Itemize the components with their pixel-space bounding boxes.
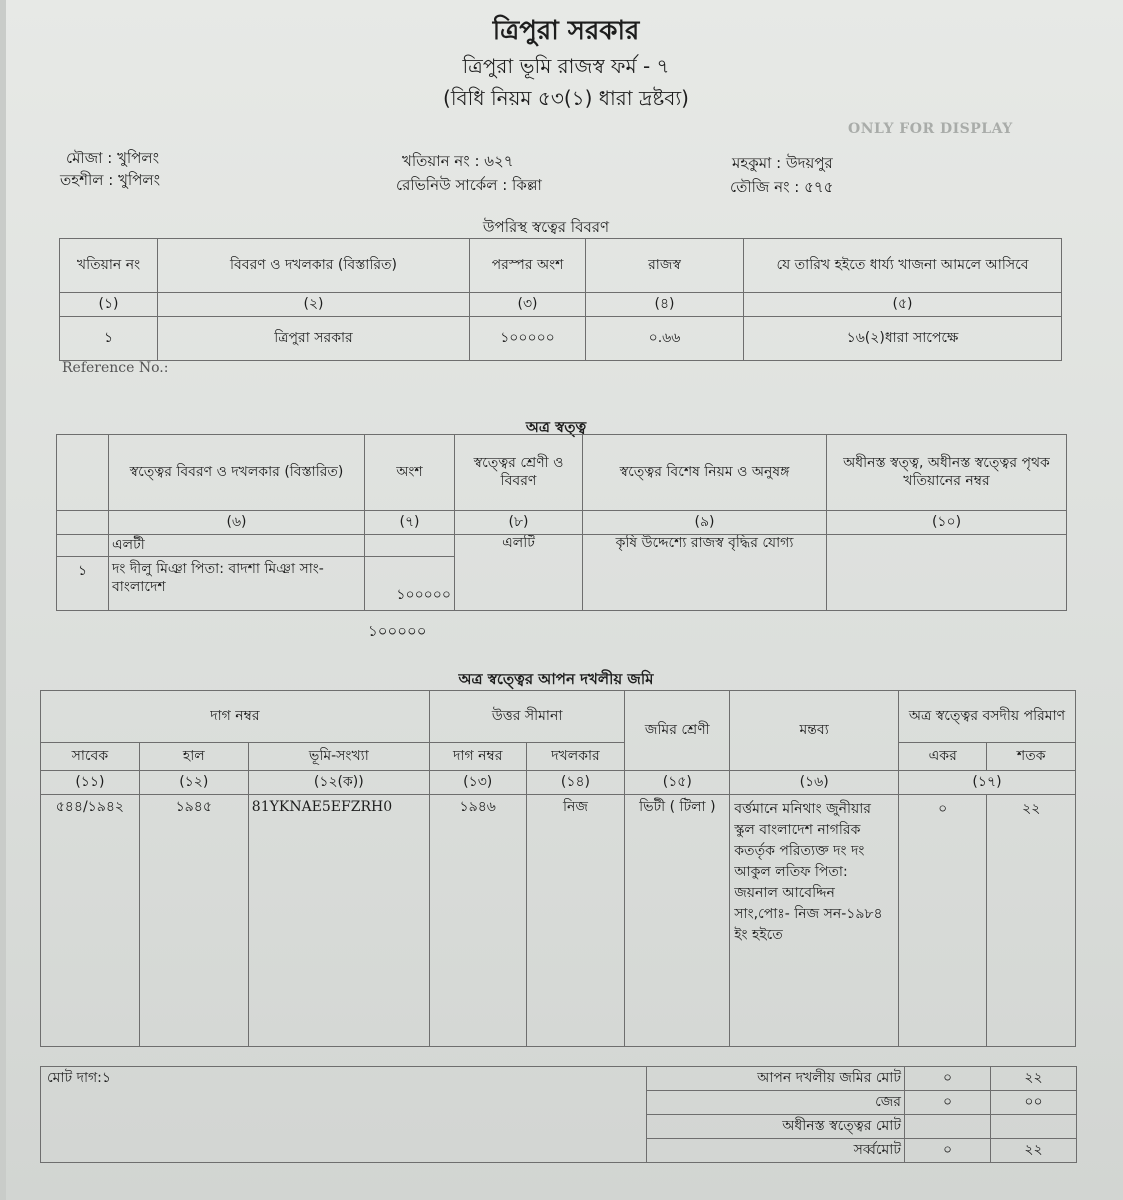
- revenue-circle: রেভিনিউ সার্কেল : কিল্লা: [396, 176, 542, 194]
- land-header-class: জমির শ্রেণী: [625, 691, 730, 771]
- total-acre: ০: [905, 1091, 991, 1115]
- total-dag: মোট দাগ:১: [41, 1067, 647, 1163]
- subordinate-colnum: (৬): [109, 511, 365, 535]
- land-colnum: (১২(ক)): [248, 771, 429, 795]
- subordinate-colnum: (৮): [455, 511, 583, 535]
- total-label: জের: [647, 1091, 905, 1115]
- subordinate-share-total: ১০০০০০: [368, 622, 427, 640]
- khatian-number: খতিয়ান নং : ৬২৭: [402, 152, 514, 170]
- superior-section-title: উপরিস্থ স্বত্বের বিবরণ: [482, 218, 610, 236]
- land-shatak-value: ২২: [987, 795, 1076, 1047]
- total-acre: [905, 1115, 991, 1139]
- land-section-title: অত্র স্বত্ত্বের আপন দখলীয় জমি: [458, 670, 654, 688]
- superior-header-revenue: রাজস্ব: [586, 239, 744, 293]
- subordinate-category-label: এলটী: [109, 535, 365, 557]
- superior-header-khatian: খতিয়ান নং: [60, 239, 158, 293]
- subordinate-special-rule-value: কৃষি উদ্দেশ্যে রাজস্ব বৃদ্ধির যোগ্য: [583, 535, 827, 611]
- land-header-north: উত্তর সীমানা: [429, 691, 624, 743]
- superior-holder-value: ত্রিপুরা সরকার: [158, 317, 470, 361]
- subordinate-header-class: স্বত্ত্বের শ্রেণী ও বিবরণ: [455, 435, 583, 511]
- totals-table: [40, 1066, 1077, 1163]
- superior-colnum: (২): [158, 293, 470, 317]
- land-subheader-current: হাল: [139, 743, 248, 771]
- superior-colnum: (৫): [744, 293, 1062, 317]
- land-subheader-north-dag: দাগ নম্বর: [429, 743, 526, 771]
- superior-share-value: ১০০০০০: [470, 317, 586, 361]
- subordinate-rights-table: [56, 434, 1067, 611]
- superior-revenue-value: ০.৬৬: [586, 317, 744, 361]
- subordinate-serial: ১: [57, 557, 109, 611]
- total-acre: ০: [905, 1139, 991, 1163]
- form-name: ত্রিপুরা ভূমি রাজস্ব ফর্ম - ৭: [462, 54, 670, 78]
- land-north-holder: নিজ: [526, 795, 625, 1047]
- subordinate-section-title: অত্র স্বত্ত্ব: [525, 418, 587, 436]
- total-label: আপন দখলীয় জমির মোট: [647, 1067, 905, 1091]
- subordinate-holder: দং দীলু মিঞ্রা পিতা: বাদশা মিঞ্রা সাং- বাংলাদেশ: [109, 557, 365, 611]
- total-shatak: ০০: [991, 1091, 1077, 1115]
- reference-number: Reference No.:: [62, 360, 169, 376]
- tehsil: তহশীল : খুপিলং: [60, 171, 161, 189]
- land-colnum: (১৭): [898, 771, 1075, 795]
- display-watermark: ONLY FOR DISPLAY: [848, 121, 1013, 137]
- land-class-value: ভিটী ( টিলা ): [625, 795, 730, 1047]
- total-acre: ০: [905, 1067, 991, 1091]
- subordinate-header-description: স্বত্ত্বের বিবরণ ও দখলকার (বিস্তারিত): [109, 435, 365, 511]
- subordinate-colnum: (১০): [827, 511, 1067, 535]
- land-table: [40, 690, 1076, 1047]
- superior-rights-table: [59, 238, 1062, 361]
- subordinate-colnum: (৭): [365, 511, 455, 535]
- land-colnum: (১৪): [526, 771, 625, 795]
- superior-colnum: (৪): [586, 293, 744, 317]
- superior-header-description: বিবরণ ও দখলকার (বিস্তারিত): [158, 239, 470, 293]
- touzi-number: তৌজি নং : ৫৭৫: [730, 178, 834, 196]
- subordinate-class-value: এলটি: [455, 535, 583, 611]
- document-page: [6, 0, 1123, 1200]
- land-colnum: (১৬): [730, 771, 899, 795]
- land-colnum: (১৫): [625, 771, 730, 795]
- land-colnum: (১১): [41, 771, 140, 795]
- land-subheader-shatak: শতক: [987, 743, 1076, 771]
- land-subheader-north-holder: দখলকার: [526, 743, 625, 771]
- land-acre-value: ০: [898, 795, 986, 1047]
- mahakuma: মহকুমা : উদয়পুর: [732, 154, 833, 172]
- document-title: ত্রিপুরা সরকার: [492, 16, 640, 46]
- superior-header-date: যে তারিখ হইতে ধার্য্য খাজনা আমলে আসিবে: [744, 239, 1062, 293]
- subordinate-share-value: ১০০০০০: [365, 557, 455, 611]
- land-north-dag: ১৯৪৬: [429, 795, 526, 1047]
- subordinate-header-special-rule: স্বত্ত্বের বিশেষ নিয়ম ও অনুষঙ্গ: [583, 435, 827, 511]
- superior-header-share: পরস্পর অংশ: [470, 239, 586, 293]
- land-number: 81YKNAE5EFZRH0: [248, 795, 429, 1047]
- total-label: সর্ব্বমোট: [647, 1139, 905, 1163]
- total-shatak: ২২: [991, 1067, 1077, 1091]
- land-subheader-acre: একর: [898, 743, 986, 771]
- total-shatak: [991, 1115, 1077, 1139]
- superior-khatian-value: ১: [60, 317, 158, 361]
- land-old-dag: ৫৪৪/১৯৪২: [41, 795, 140, 1047]
- subordinate-header-sub-khatian: অধীনস্ত স্বত্ত্ব, অধীনস্ত স্বত্ত্বের পৃথক খতিয়ানের নম্বর: [827, 435, 1067, 511]
- land-colnum: (১২): [139, 771, 248, 795]
- land-header-area: অত্র স্বত্ত্বের বসদীয় পরিমাণ: [898, 691, 1075, 743]
- rule-reference: (বিধি নিয়ম ৫৩(১) ধারা দ্রষ্টব্য): [443, 86, 689, 110]
- superior-date-value: ১৬(২)ধারা সাপেক্ষে: [744, 317, 1062, 361]
- land-subheader-old: সাবেক: [41, 743, 140, 771]
- superior-colnum: (৩): [470, 293, 586, 317]
- land-current-dag: ১৯৪৫: [139, 795, 248, 1047]
- land-subheader-land-number: ভূমি-সংখ্যা: [248, 743, 429, 771]
- total-shatak: ২২: [991, 1139, 1077, 1163]
- superior-colnum: (১): [60, 293, 158, 317]
- land-colnum: (১৩): [429, 771, 526, 795]
- subordinate-header-share: অংশ: [365, 435, 455, 511]
- mouza: মৌজা : খুপিলং: [66, 149, 160, 167]
- land-header-remarks: মন্তব্য: [730, 691, 899, 771]
- land-header-dag: দাগ নম্বর: [41, 691, 430, 743]
- subordinate-colnum: (৯): [583, 511, 827, 535]
- total-label: অধীনস্ত স্বত্ত্বের মোট: [647, 1115, 905, 1139]
- land-remarks: বর্ত্তমানে মনিথাং জুনীয়ার স্কুল বাংলাদেশ নাগরিক কতর্তৃক পরিত্যক্ত দং দং আকুল লতিফ পিতা: জয়নাল আবেদ্দিন সাং,পোঃ- নিজ সন-১৯৮৪ ইং হইতে: [730, 795, 899, 1047]
